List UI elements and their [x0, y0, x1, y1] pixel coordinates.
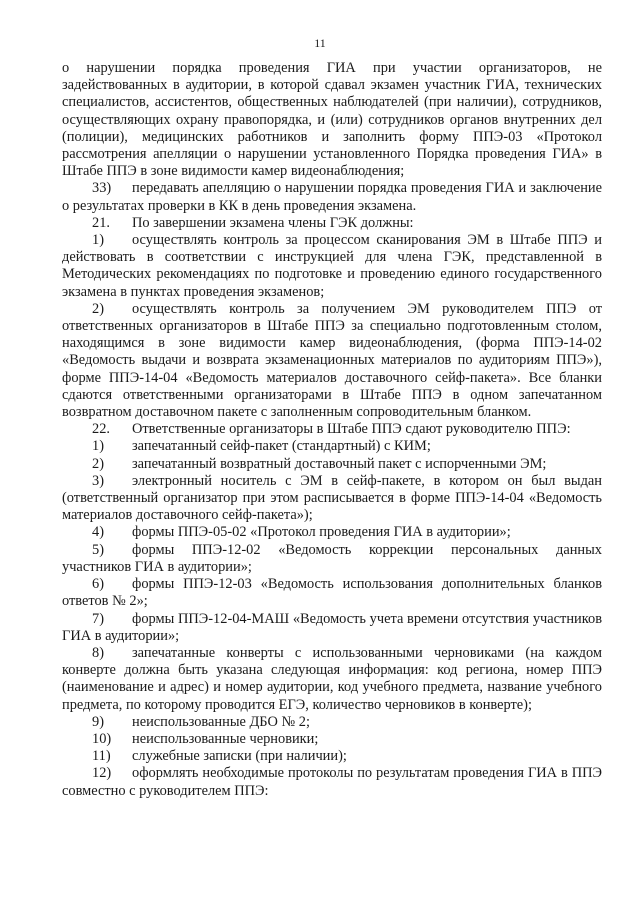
list-item [62, 765, 602, 799]
item-text: формы ППЭ-12-04-МАШ «Ведомость учета времени отсутствия участников ГИА в аудитории»; [62, 610, 602, 644]
item-text: По завершении экзамена члены ГЭК должны: [132, 214, 414, 231]
list-item [62, 232, 602, 301]
item-number: 10) [92, 730, 112, 747]
item-text: Ответственные организаторы в Штабе ППЭ сдают руководителю ППЭ: [132, 421, 571, 438]
list-item [62, 714, 602, 731]
list-item [62, 473, 602, 525]
item-number: 11) [92, 748, 111, 765]
item-text: запечатанный возвратный доставочный пакет с испорченными ЭМ; [132, 455, 547, 472]
item-text: электронный носитель с ЭМ в сейф-пакете, в котором он был выдан (ответственный организатор при этом расписывается в форме ППЭ-14-04 «Ведомость материалов доставочного сейф-пакета»); [62, 472, 602, 524]
section-item [62, 421, 602, 438]
item-text: неиспользованные черновики; [132, 730, 319, 747]
item-number: 1) [92, 232, 104, 249]
item-number: 3) [92, 472, 104, 489]
list-item [62, 576, 602, 610]
item-text: формы ППЭ-05-02 «Протокол проведения ГИА в аудитории»; [132, 524, 511, 541]
list-item [62, 301, 602, 421]
item-number: 5) [92, 541, 104, 558]
page-number: 11 [314, 36, 326, 50]
list-item [62, 456, 602, 473]
item-number: 2) [92, 455, 104, 472]
item-text: осуществлять контроль за получением ЭМ руководителем ППЭ от ответственных организаторов в Штабе ППЭ за специально подготовленным столом, находящимся в зоне видимости камер видеонаблюдения, (форма ППЭ-14-02 «Ведомость выдачи и возврата экзаменационных материалов по аудиториям ППЭ»), форме ППЭ-14-04 «Ведомость материалов доставочного сейф-пакета». Все бланки сдаются ответственными организаторами в Штабе ППЭ в одном запечатанном возвратном доставочном пакете с заполненным сопроводительным бланком. [62, 300, 602, 421]
item-number: 1) [92, 438, 104, 455]
list-item [62, 438, 602, 455]
item-number: 6) [92, 576, 104, 593]
list-item [62, 731, 602, 748]
item-text: формы ППЭ-12-03 «Ведомость использования дополнительных бланков ответов № 2»; [62, 576, 602, 610]
item-number: 4) [92, 524, 104, 541]
item-text: запечатанный сейф-пакет (стандартный) с КИМ; [132, 438, 431, 455]
item-number: 12) [92, 765, 112, 782]
list-item [62, 611, 602, 645]
list-item [62, 645, 602, 714]
item-number: 8) [92, 644, 104, 661]
item-number: 21. [92, 214, 110, 231]
item-number: 33) [92, 180, 112, 197]
paragraph-text: о нарушении порядка проведения ГИА при участии организаторов, не задействованных в аудитории, в которой сдавал экзамен участник ГИА, технических специалистов, ассистентов, общественных наблюдателей (при наличии), сотрудников, осуществляющих охрану правопорядка, и (или) сотрудников органов внутренних дел (полиции), медицинских работников и заполнить форму ППЭ-03 «Протокол рассмотрения апелляции о нарушении установленного Порядка проведения ГИА» в Штабе ППЭ в зоне видимости камер видеонаблюдения; [62, 60, 602, 180]
item-text: оформлять необходимые протоколы по результатам проведения ГИА в ППЭ совместно с руководителем ППЭ: [62, 765, 602, 799]
list-item [62, 180, 602, 214]
item-text: служебные записки (при наличии); [132, 748, 347, 765]
item-text: передавать апелляцию о нарушении порядка проведения ГИА и заключение о результатах проверки в КК в день проведения экзамена. [62, 180, 602, 214]
item-number: 9) [92, 713, 104, 730]
section-item [62, 215, 602, 232]
item-text: осуществлять контроль за процессом сканирования ЭМ в Штабе ППЭ и действовать в соответствии с инструкцией для члена ГЭК, представленной в Методических рекомендациях по подготовке и проведению единого государственного экзамена в пунктах проведения экзаменов; [62, 232, 602, 300]
item-text: формы ППЭ-12-02 «Ведомость коррекции персональных данных участников ГИА в аудитории»; [62, 541, 602, 575]
document-body [62, 60, 602, 800]
item-text: неиспользованные ДБО № 2; [132, 713, 310, 730]
item-text: запечатанные конверты с использованными черновиками (на каждом конверте должна быть указана следующая информация: код региона, номер ППЭ (наименование и адрес) и номер аудитории, код учебного предмета, название учебного предмета, по которому проводится ЕГЭ, количество черновиков в конверте); [62, 644, 602, 713]
item-number: 22. [92, 421, 110, 438]
item-number: 7) [92, 610, 104, 627]
list-item [62, 748, 602, 765]
item-number: 2) [92, 300, 104, 317]
list-item [62, 542, 602, 576]
list-item [62, 524, 602, 541]
paragraph [62, 60, 602, 180]
